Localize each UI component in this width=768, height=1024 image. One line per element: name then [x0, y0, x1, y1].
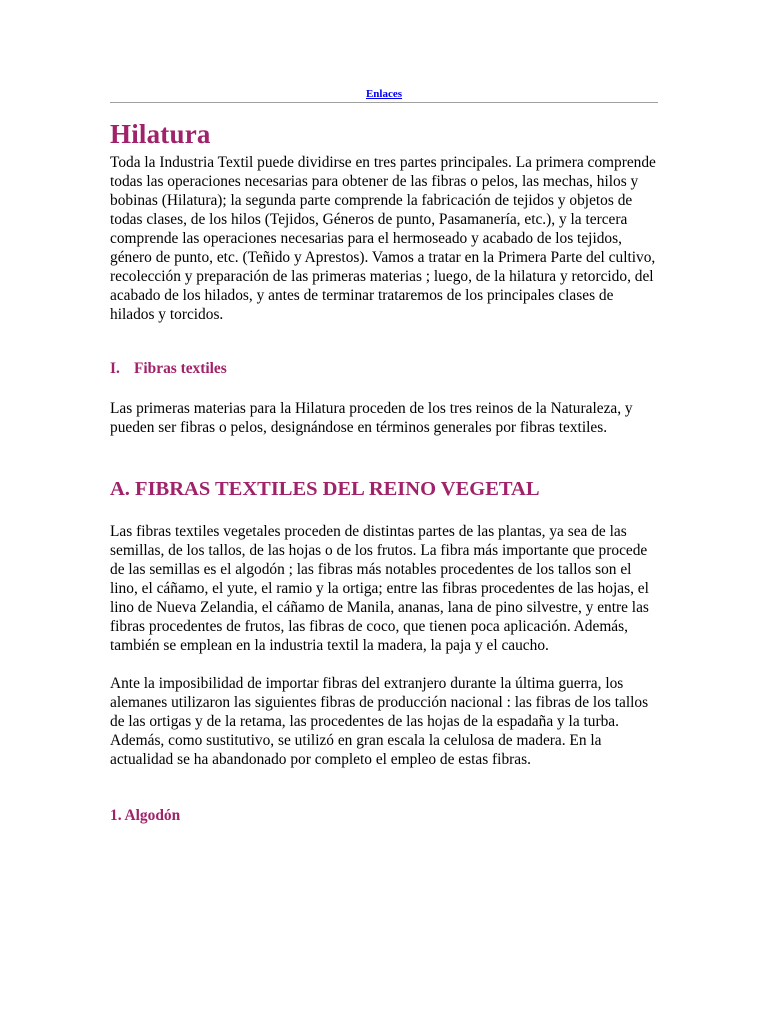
section-a-paragraph-2: Ante la imposibilidad de importar fibras del extranjero durante la última guerra, los alemanes utilizaron las siguientes fibras de producción nacional : las fibras de los tallos de las ortigas y de la retama, las procedentes de las hojas de la espadaña y la turba. Además, como sustitutivo, se utilizó en gran escala la celulosa de madera. En la actualidad se ha abandonado por completo el empleo de estas fibras.	[110, 675, 649, 768]
section-1-heading: 1. Algodón	[110, 807, 181, 824]
section-a-paragraph-1: Las fibras textiles vegetales proceden de distintas partes de las plantas, ya sea de las semillas, de los tallos, de las hojas o de los frutos. La fibra más importante que procede de las semillas es el algodón ; las fibras más notables procedentes de los tallos son el lino, el cáñamo, el yute, el ramio y la ortiga; entre las fibras procedentes de las hojas, el lino de Nueva Zelandia, el cáñamo de Manila, ananas, lana de pino silvestre, y entre las fibras procedentes de frutos, las fibras de coco, que tienen poca aplicación. Además, también se emplean en la industria textil la madera, la paja y el caucho.	[110, 523, 649, 654]
section-i-number: I.	[110, 360, 120, 377]
page-title: Hilatura	[110, 119, 211, 149]
top-nav	[110, 86, 658, 100]
intro-paragraph: Toda la Industria Textil puede dividirse en tres partes principales. La primera comprende todas las operaciones necesarias para obtener de las fibras o pelos, las mechas, hilos y bobinas (Hilatura); la segunda parte comprende la fabricación de tejidos y objetos de todas clases, de los hilos (Tejidos, Géneros de punto, Pasamanería, etc.), y la tercera comprende las operaciones necesarias para el hermoseado y acabado de los tejidos, género de punto, etc. (Teñido y Aprestos). Vamos a tratar en la Primera Parte del cultivo, recolección y preparación de las primeras materias ; luego, de la hilatura y retorcido, del acabado de los hilados, y antes de terminar trataremos de los principales clases de hilados y torcidos.	[110, 154, 656, 323]
document-page	[110, 0, 658, 825]
section-a-heading: A. FIBRAS TEXTILES DEL REINO VEGETAL	[110, 478, 540, 500]
section-i-title: Fibras textiles	[134, 360, 227, 377]
section-i-heading	[110, 359, 658, 378]
section-i-paragraph: Las primeras materias para la Hilatura proceden de los tres reinos de la Naturaleza, y pueden ser fibras o pelos, designándose en términos generales por fibras textiles.	[110, 400, 633, 436]
header-divider	[110, 102, 658, 103]
enlaces-link[interactable]: Enlaces	[365, 88, 403, 100]
